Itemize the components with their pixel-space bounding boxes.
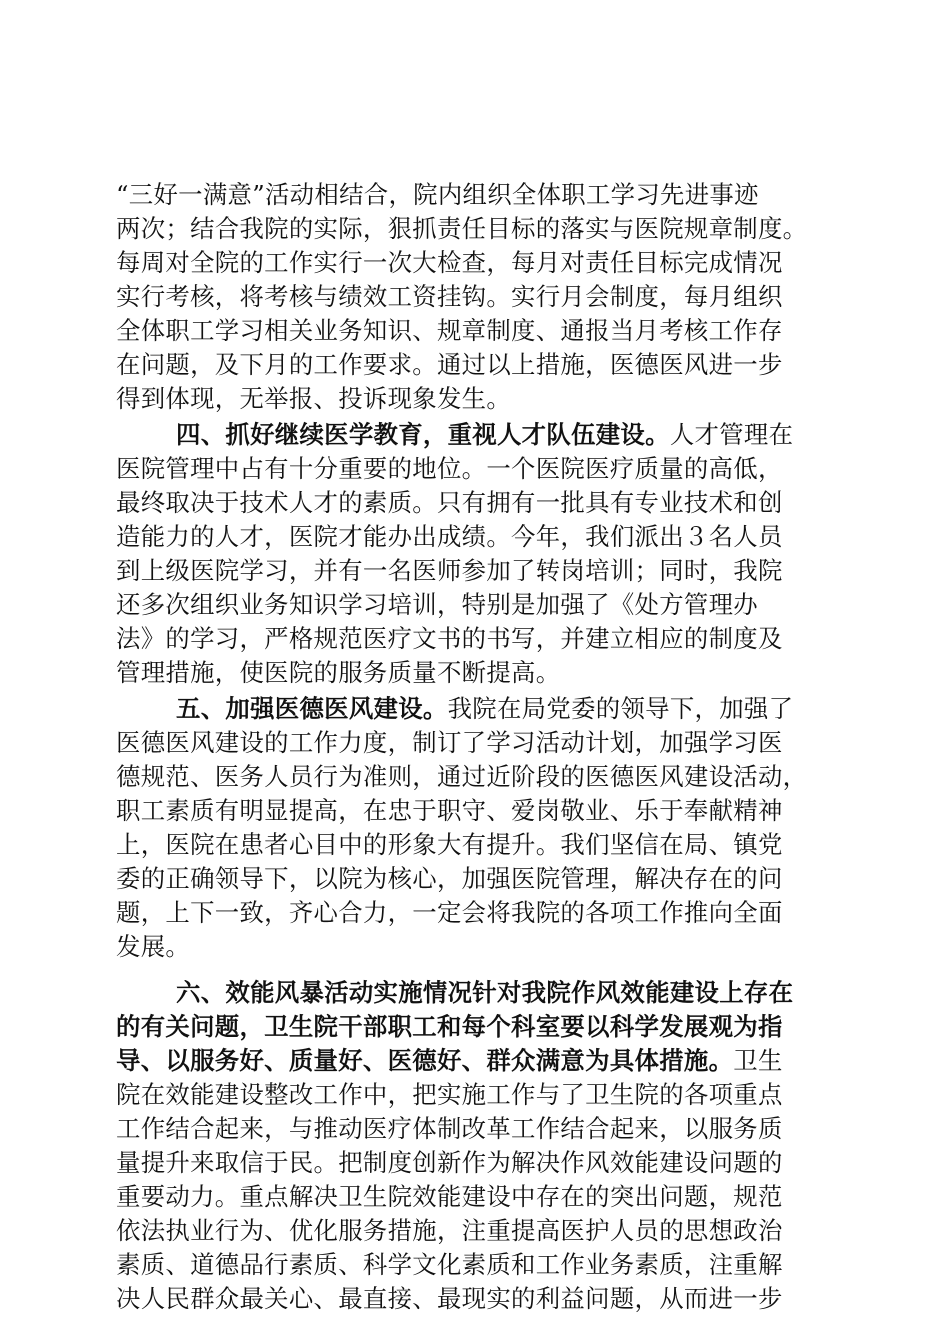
text-span-bold: 导、以服务好、质量好、医德好、群众满意为具体措施。 bbox=[116, 1046, 734, 1075]
section-heading-six: 六、效能风暴活动实施情况针对我院作风效能建设上存在 bbox=[176, 978, 794, 1007]
text-line: 法》的学习，严格规范医疗文书的书写，并建立相应的制度及 bbox=[116, 624, 783, 653]
text-line: 全体职工学习相关业务知识、规章制度、通报当月考核工作存 bbox=[116, 316, 783, 345]
text-line: 题，上下一致，齐心合力，一定会将我院的各项工作推向全面 bbox=[116, 898, 783, 927]
text-line: 实行考核，将考核与绩效工资挂钩。实行月会制度，每月组织 bbox=[116, 282, 783, 311]
text-line: 最终取决于技术人才的素质。只有拥有一批具有专业技术和创 bbox=[116, 488, 783, 517]
text-line: 还多次组织业务知识学习培训，特别是加强了《处方管理办 bbox=[116, 590, 758, 619]
text-line: 医院管理中占有十分重要的地位。一个医院医疗质量的高低， bbox=[116, 454, 783, 483]
text-line: 量提升来取信于民。把制度创新作为解决作风效能建设问题的 bbox=[116, 1148, 783, 1177]
text-line: 两次；结合我院的实际，狠抓责任目标的落实与医院规章制度。 bbox=[116, 214, 808, 243]
text-line: 院在效能建设整改工作中，把实施工作与了卫生院的各项重点 bbox=[116, 1080, 783, 1109]
section-five-first-line bbox=[176, 692, 836, 726]
text-line: 工作结合起来，与推动医疗体制改革工作结合起来，以服务质 bbox=[116, 1114, 783, 1143]
text-line: 发展。 bbox=[116, 932, 191, 961]
text-line: 在问题，及下月的工作要求。通过以上措施，医德医风进一步 bbox=[116, 350, 783, 379]
text-line: 每周对全院的工作实行一次大检查，每月对责任目标完成情况 bbox=[116, 248, 783, 277]
text-line: 重要动力。重点解决卫生院效能建设中存在的突出问题，规范 bbox=[116, 1182, 783, 1211]
text-span: 人才管理在 bbox=[669, 420, 794, 449]
text-line: 决人民群众最关心、最直接、最现实的利益问题，从而进一步 bbox=[116, 1284, 783, 1313]
section-heading-four: 四、抓好继续医学教育，重视人才队伍建设。 bbox=[176, 420, 670, 449]
text-line: 得到体现，无举报、投诉现象发生。 bbox=[116, 384, 512, 413]
text-line: 依法执业行为、优化服务措施，注重提高医护人员的思想政治 bbox=[116, 1216, 783, 1245]
text-line: “三好一满意”活动相结合，院内组织全体职工学习先进事迹 bbox=[116, 180, 759, 209]
text-line: 上，医院在患者心目中的形象大有提升。我们坚信在局、镇党 bbox=[116, 830, 783, 859]
text-line: 管理措施，使医院的服务质量不断提高。 bbox=[116, 658, 561, 687]
text-line: 造能力的人才，医院才能办出成绩。今年，我们派出３名人员 bbox=[116, 522, 783, 551]
section-heading-five: 五、加强医德医风建设。 bbox=[176, 694, 448, 723]
text-line-bold: 的有关问题，卫生院干部职工和每个科室要以科学发展观为指 bbox=[116, 1012, 783, 1041]
text-line: 德规范、医务人员行为准则，通过近阶段的医德医风建设活动， bbox=[116, 762, 808, 791]
text-span: 卫生 bbox=[733, 1046, 783, 1075]
text-line-mixed bbox=[116, 1044, 836, 1078]
text-line: 职工素质有明显提高，在忠于职守、爱岗敬业、乐于奉献精神 bbox=[116, 796, 783, 825]
section-four-first-line bbox=[176, 418, 836, 452]
text-span: 我院在局党委的领导下，加强了 bbox=[447, 694, 794, 723]
text-line: 委的正确领导下，以院为核心，加强医院管理，解决存在的问 bbox=[116, 864, 783, 893]
text-line: 到上级医院学习，并有一名医师参加了转岗培训；同时，我院 bbox=[116, 556, 783, 585]
text-line: 医德医风建设的工作力度，制订了学习活动计划，加强学习医 bbox=[116, 728, 783, 757]
text-line: 素质、道德品行素质、科学文化素质和工作业务素质，注重解 bbox=[116, 1250, 783, 1279]
